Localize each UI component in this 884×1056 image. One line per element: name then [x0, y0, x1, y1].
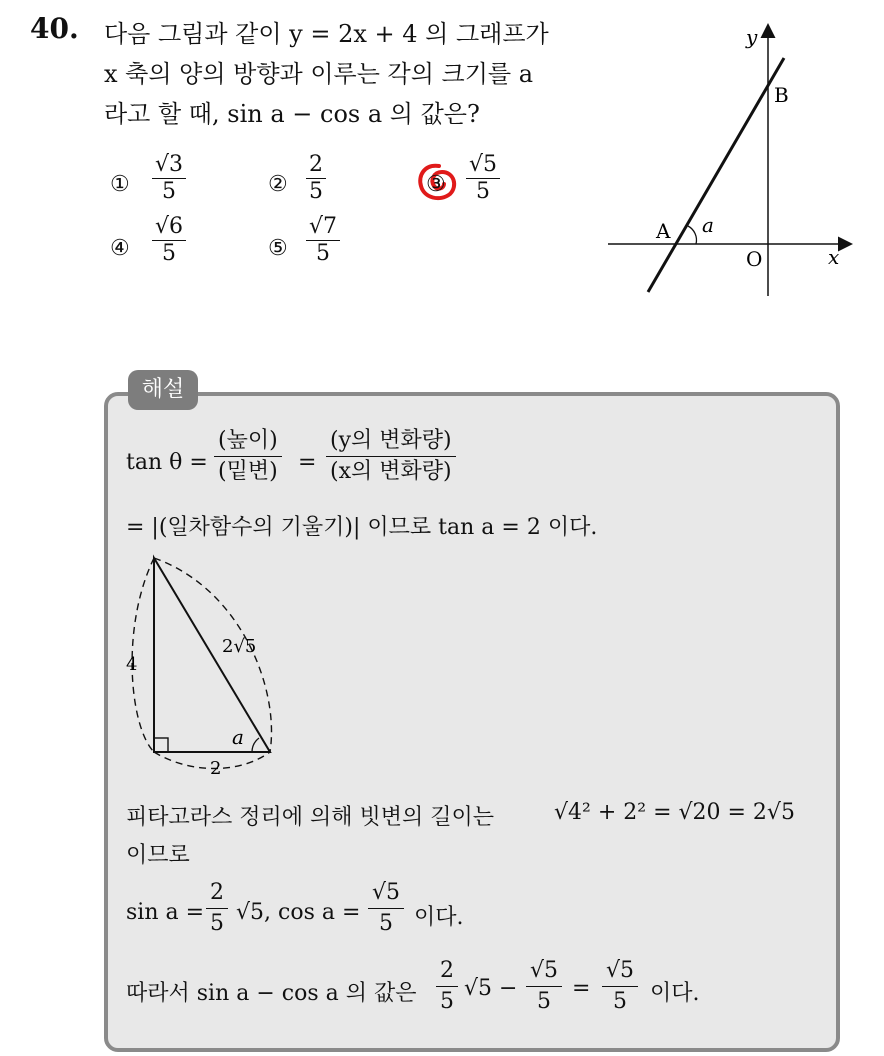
- choice-2-fraction: [306, 152, 326, 205]
- choice-2-numerator: 2: [309, 152, 323, 177]
- sin-prefix: sin a =: [126, 900, 205, 925]
- graph-line: [648, 58, 784, 292]
- angle-a-label: a: [702, 213, 714, 237]
- hypotenuse-label: 2√5: [222, 636, 257, 657]
- height-base-fraction: [214, 426, 282, 487]
- y-change-numerator: (y의 변화량): [330, 428, 452, 453]
- choice-2-denominator: 5: [306, 178, 326, 205]
- bottom-side-label: 2: [210, 758, 222, 779]
- final-middle: √5 −: [464, 976, 518, 1001]
- height-numerator: (높이): [218, 428, 278, 453]
- cos-fraction: [368, 878, 404, 939]
- choice-3-numerator: √5: [469, 152, 498, 177]
- choice-3-mark: ③: [426, 172, 446, 197]
- final-fraction-2: [526, 956, 562, 1017]
- choice-4-denominator: 5: [152, 240, 186, 267]
- sin-denominator: 5: [206, 908, 228, 939]
- final-fraction-3-numerator: √5: [606, 958, 635, 983]
- x-change-denominator: (x의 변화량): [326, 456, 456, 487]
- choice-4-fraction: [152, 214, 186, 267]
- pythagoras-continuation: 이므로: [126, 843, 190, 868]
- point-b-label: B: [774, 83, 789, 107]
- triangle-angle-label: a: [232, 725, 244, 749]
- change-ratio-fraction: [326, 426, 456, 487]
- final-fraction-3: [602, 956, 638, 1017]
- final-fraction-1-denominator: 5: [436, 986, 458, 1017]
- equals-sign: =: [298, 450, 317, 475]
- final-fraction-1-numerator: 2: [440, 958, 454, 983]
- choice-1-denominator: 5: [152, 178, 186, 205]
- x-axis-label: x: [828, 245, 840, 269]
- choice-1-fraction: [152, 152, 186, 205]
- angle-arc: [688, 226, 696, 244]
- question-line-1: 다음 그림과 같이 y = 2x + 4 의 그래프가: [104, 20, 549, 48]
- cos-denominator: 5: [368, 908, 404, 939]
- origin-label: O: [746, 247, 763, 271]
- final-fraction-1: [436, 956, 458, 1017]
- choice-5-mark: ⑤: [268, 236, 288, 261]
- choice-4-mark: ④: [110, 236, 130, 261]
- question-number: 40.: [30, 12, 79, 45]
- cos-suffix: 이다.: [414, 905, 464, 930]
- slope-statement: = |(일차함수의 기울기)| 이므로 tan a = 2 이다.: [126, 515, 598, 540]
- final-fraction-3-denominator: 5: [602, 986, 638, 1017]
- right-angle-mark: [154, 738, 168, 752]
- y-axis-label: y: [746, 25, 758, 49]
- sin-numerator: 2: [210, 880, 224, 905]
- choice-2-mark: ②: [268, 172, 288, 197]
- choice-3-fraction: [466, 152, 500, 205]
- question-line-3: 라고 할 때, sin a − cos a 의 값은?: [104, 100, 480, 128]
- line-graph: [600, 20, 860, 300]
- tan-theta-label: tan θ =: [126, 450, 208, 475]
- final-fraction-2-numerator: √5: [530, 958, 559, 983]
- final-prefix: 따라서 sin a − cos a 의 값은: [126, 981, 417, 1006]
- sin-fraction: [206, 878, 228, 939]
- pythagoras-text: 피타고라스 정리에 의해 빗변의 길이는: [126, 805, 495, 830]
- sin-cos-middle: √5, cos a =: [236, 900, 361, 925]
- right-triangle-diagram: [120, 548, 290, 784]
- choice-4-numerator: √6: [155, 214, 184, 239]
- final-suffix: 이다.: [650, 981, 700, 1006]
- base-denominator: (밑변): [214, 456, 282, 487]
- cos-numerator: √5: [372, 880, 401, 905]
- question-line-2: x 축의 양의 방향과 이루는 각의 크기를 a: [104, 60, 534, 88]
- side-left-label: 4: [126, 654, 138, 675]
- point-a-label: A: [656, 219, 671, 243]
- choice-5-denominator: 5: [306, 240, 340, 267]
- choice-1-mark: ①: [110, 172, 130, 197]
- final-equals: =: [572, 976, 591, 1001]
- final-fraction-2-denominator: 5: [526, 986, 562, 1017]
- choice-1-numerator: √3: [155, 152, 184, 177]
- triangle-angle-arc: [252, 738, 259, 752]
- choice-5-numerator: √7: [309, 214, 338, 239]
- choice-5-fraction: [306, 214, 340, 267]
- choice-3-denominator: 5: [466, 178, 500, 205]
- pythagoras-expression: √4² + 2² = √20 = 2√5: [554, 800, 795, 825]
- solution-tag: 해설: [128, 370, 198, 410]
